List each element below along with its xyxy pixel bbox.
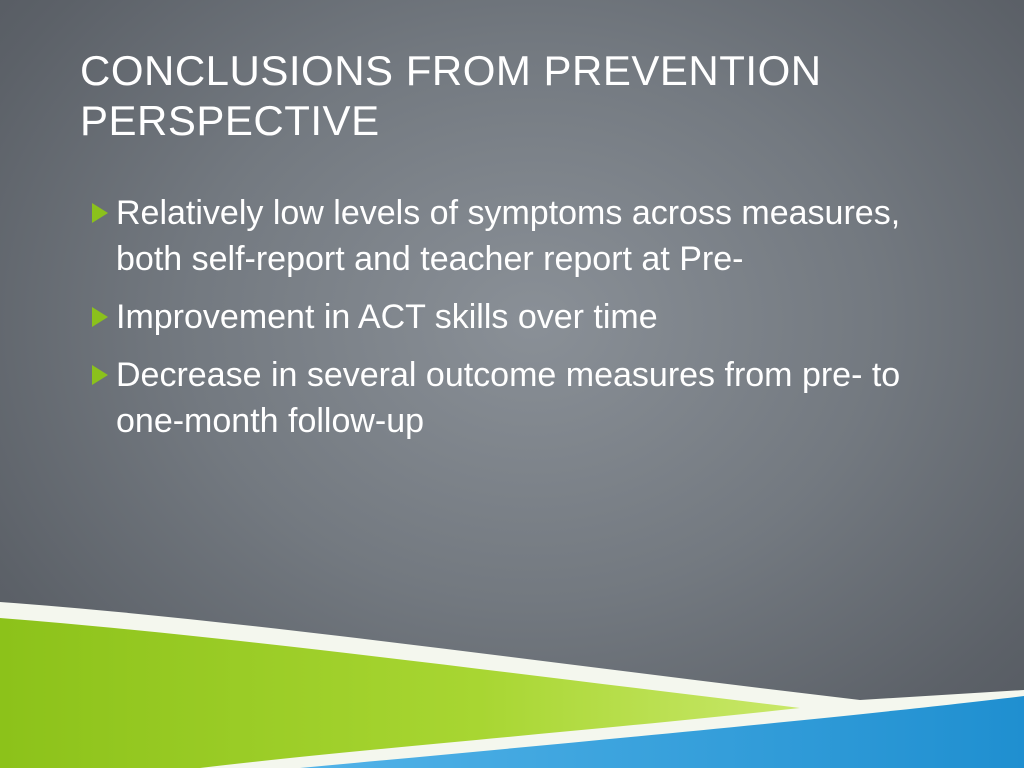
bullet-text: Improvement in ACT skills over time bbox=[116, 298, 658, 336]
white-swoosh-band bbox=[0, 602, 1024, 768]
bullet-text: Relatively low levels of symptoms across measures, both self-report and teacher report at Pre- bbox=[116, 194, 901, 278]
slide-title: CONCLUSIONS FROM PREVENTION PERSPECTIVE bbox=[80, 47, 822, 144]
triangle-right-icon bbox=[92, 203, 108, 223]
triangle-right-icon bbox=[92, 307, 108, 327]
green-swoosh-band bbox=[0, 618, 800, 768]
bullet-item bbox=[92, 294, 962, 340]
bullet-text: Decrease in several outcome measures from pre- to one-month follow-up bbox=[116, 356, 901, 440]
bullet-list bbox=[92, 190, 962, 456]
bullet-item bbox=[92, 352, 962, 444]
blue-swoosh-band bbox=[300, 696, 1024, 768]
triangle-right-icon bbox=[92, 365, 108, 385]
bullet-item bbox=[92, 190, 962, 282]
